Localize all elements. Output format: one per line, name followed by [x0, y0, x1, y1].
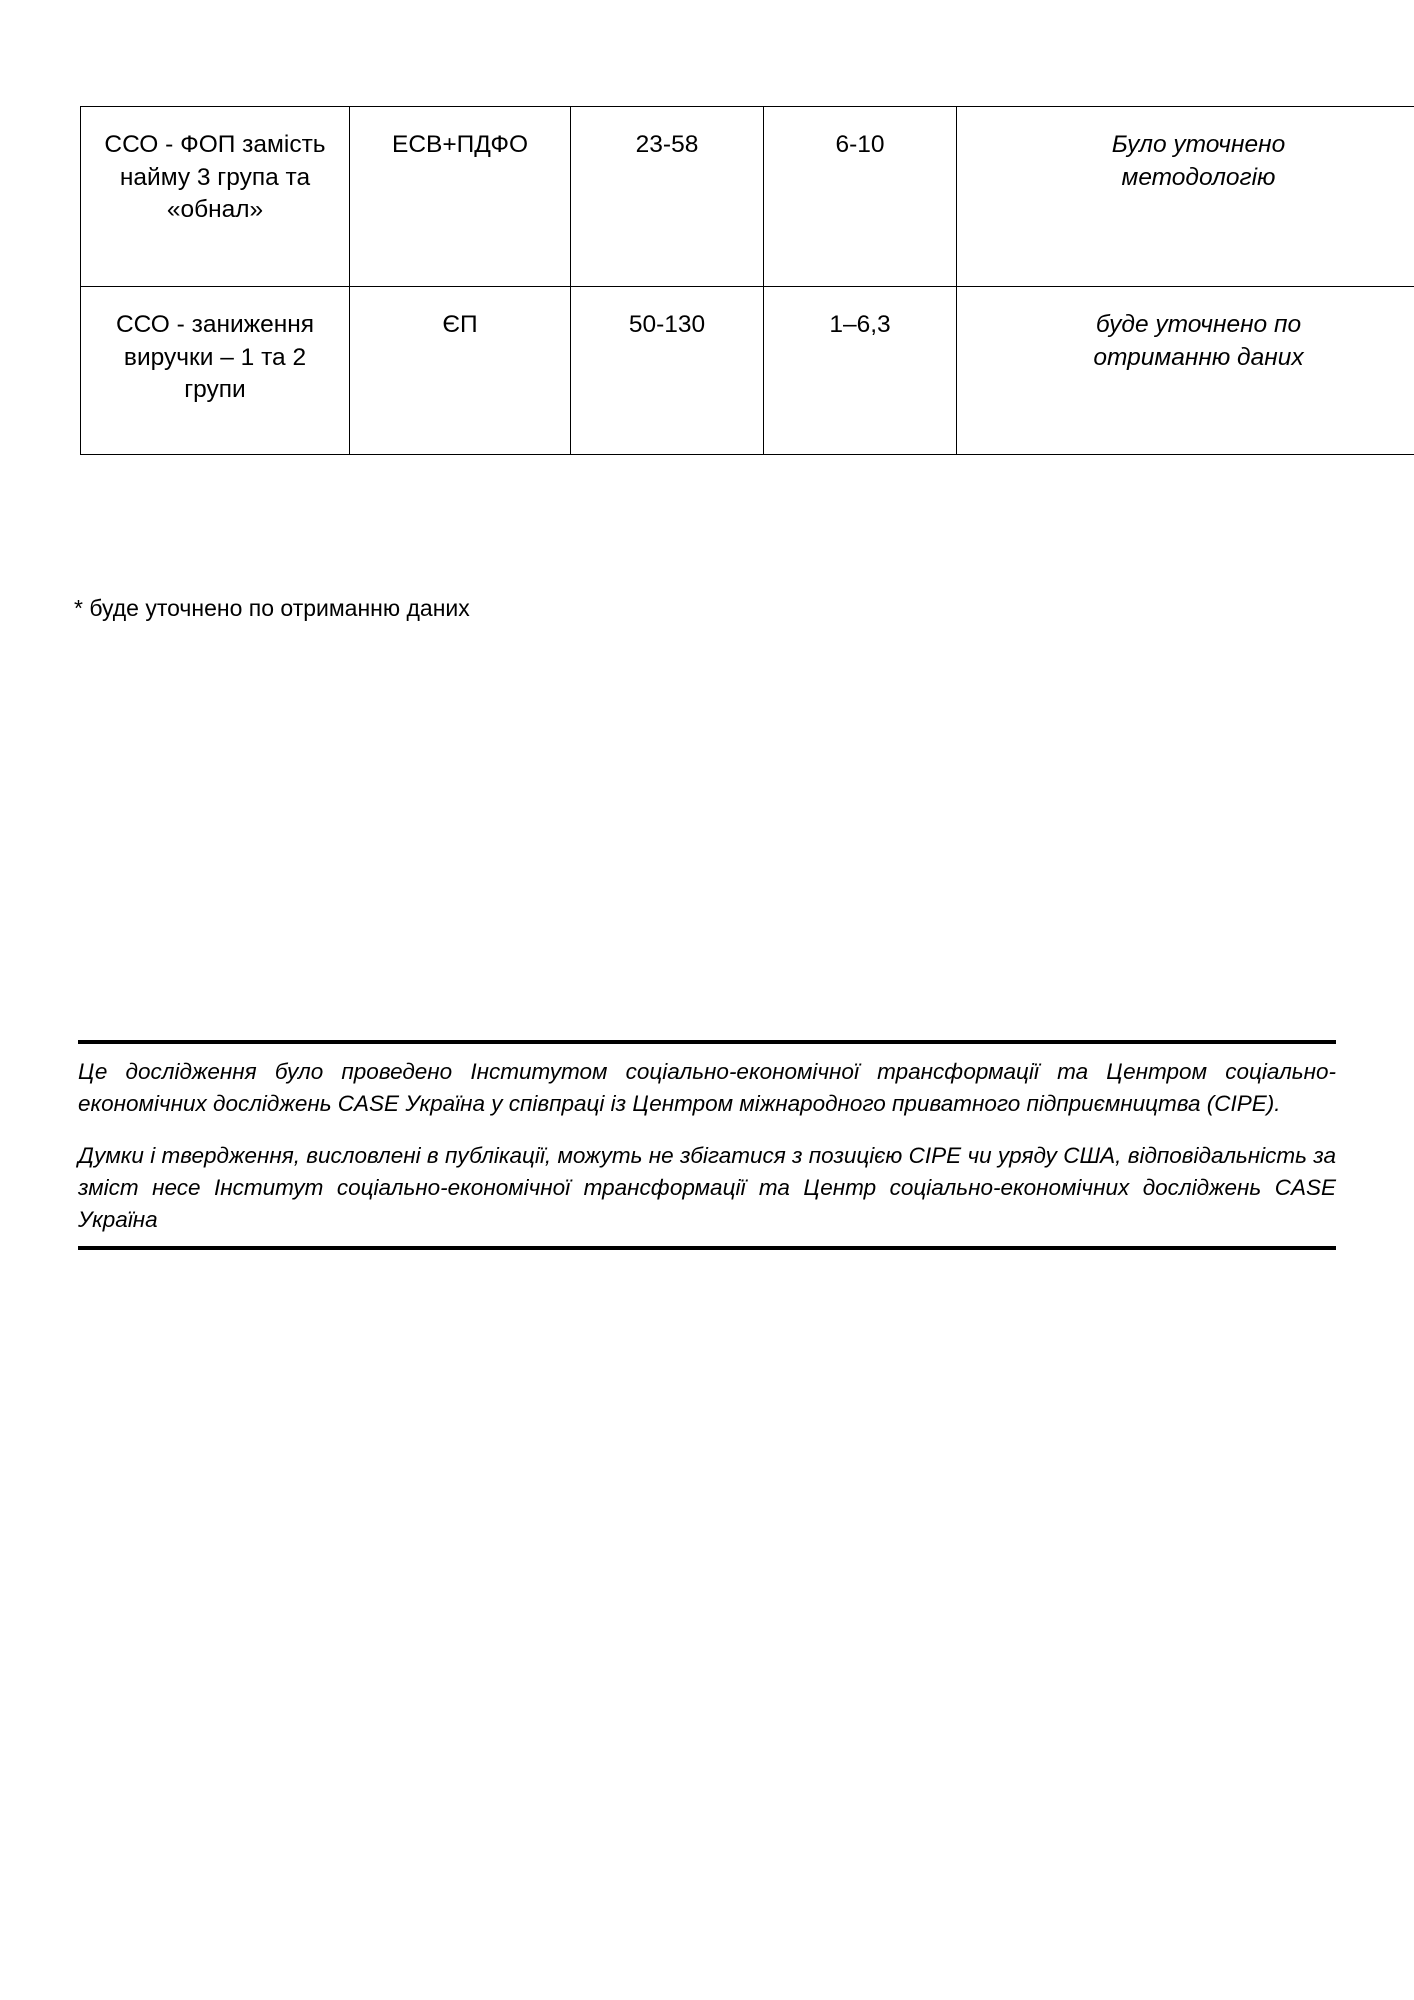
cell-tax-type: ЕСВ+ПДФО	[350, 107, 571, 287]
cell-scheme-name	[81, 287, 350, 455]
cell-note	[957, 287, 1414, 455]
cell-tax-type: ЄП	[350, 287, 571, 455]
note-label: буде уточнено по отриманню даних	[1093, 311, 1304, 371]
note-label: Було уточнено методологію	[1111, 131, 1286, 191]
footer-bottom-rule	[78, 1246, 1336, 1250]
table-row	[81, 107, 1414, 287]
cell-losses-range: 50-130	[571, 287, 764, 455]
table-row	[81, 287, 1414, 455]
footer-paragraph-acknowledgement: Це дослідження було проведено Інститутом соціально-економічної трансформації та Центром соціально-економічних досліджень CASE Україна у співпраці із Центром міжнародного приватного підприємництва (CIPE).	[78, 1059, 1336, 1116]
cell-share-range: 1–6,3	[764, 287, 957, 455]
footer-top-rule	[78, 1040, 1336, 1044]
shadow-economy-schemes-table	[80, 106, 1414, 455]
table-footnote: * буде уточнено по отриманню даних	[74, 595, 470, 621]
table-container	[80, 106, 1335, 455]
cell-scheme-name	[81, 107, 350, 287]
cell-share-range: 6-10	[764, 107, 957, 287]
cell-note	[957, 107, 1414, 287]
footer-disclaimer-block	[78, 1040, 1336, 1250]
scheme-label: ССО - заниження виручки – 1 та 2 групи	[115, 311, 315, 404]
footer-paragraph-disclaimer: Думки і твердження, висловлені в публікації, можуть не збігатися з позицією CIPE чи уряду США, відповідальність за зміст несе Інститут соціально-економічної трансформації та Центр соціально-економічних досліджень CASE Україна	[78, 1142, 1336, 1232]
scheme-label: ССО - ФОП замість найму 3 група та «обнал»	[104, 131, 326, 224]
cell-losses-range: 23-58	[571, 107, 764, 287]
